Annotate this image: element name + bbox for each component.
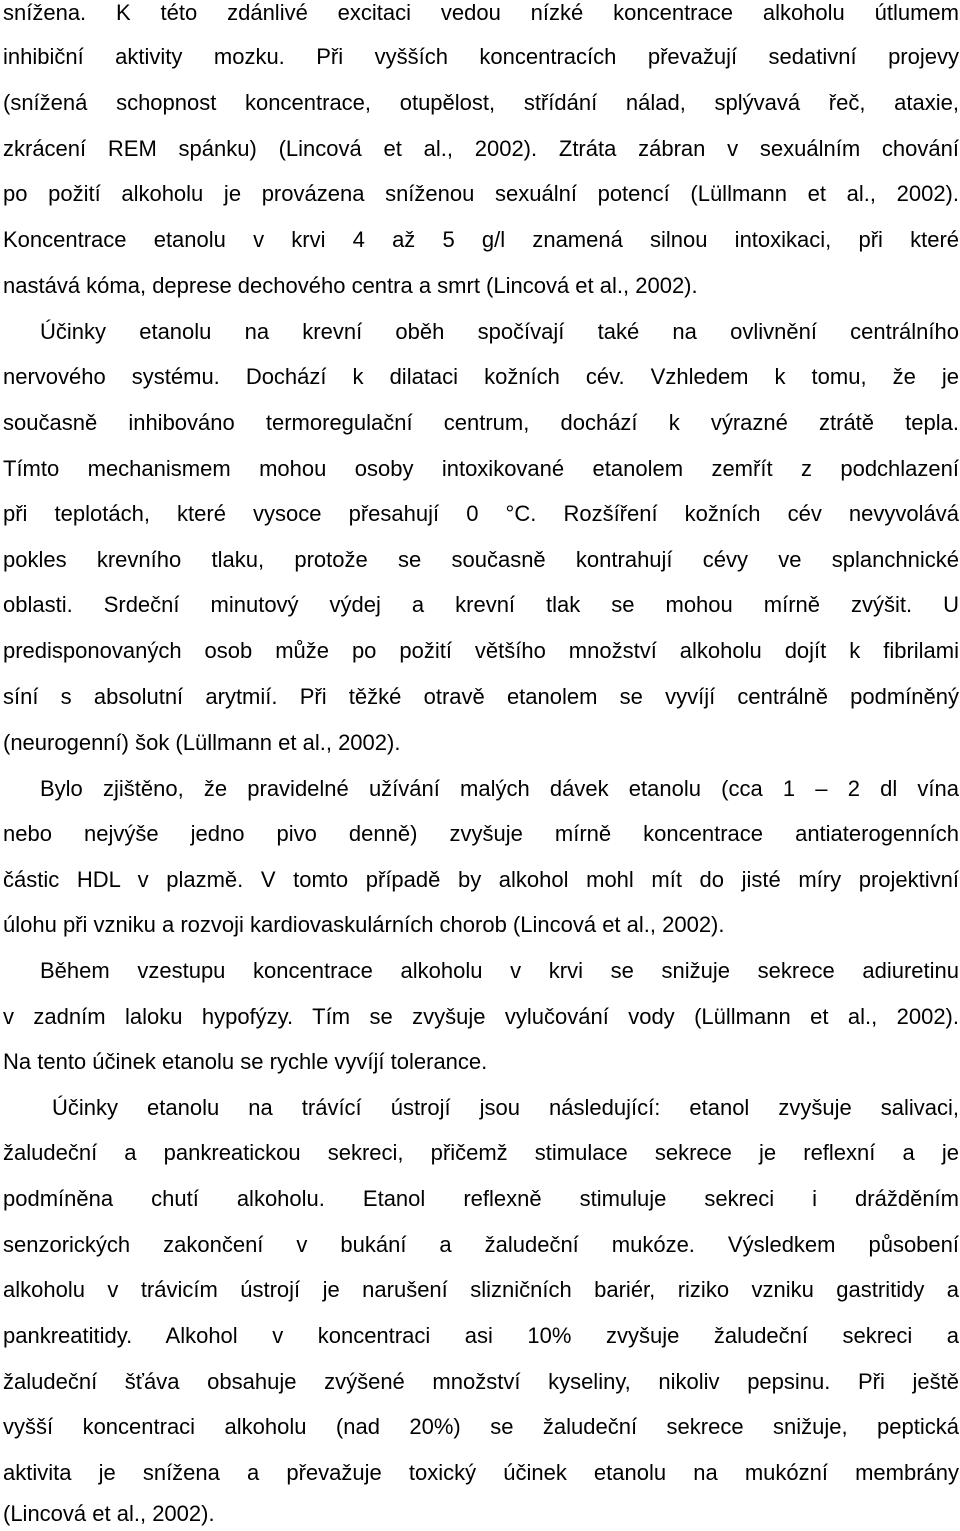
text-line: (neurogenní) šok (Lüllmann et al., 2002). (3, 730, 401, 755)
text-line: Bylo zjištěno, že pravidelné užívání malých dávek etanolu (cca 1 – 2 dl vína (40, 776, 959, 801)
text-line: nastává kóma, deprese dechového centra a smrt (Lincová et al., 2002). (3, 273, 698, 298)
text-line: Koncentrace etanolu v krvi 4 až 5 g/l znamená silnou intoxikaci, při které (3, 227, 959, 252)
text-line: podmíněna chutí alkoholu. Etanol reflexně stimuluje sekreci i drážděním (3, 1186, 959, 1211)
text-line: Účinky etanolu na krevní oběh spočívají také na ovlivnění centrálního (40, 319, 959, 344)
text-line: zkrácení REM spánku) (Lincová et al., 2002). Ztráta zábran v sexuálním chování (3, 136, 959, 161)
text-line: žaludeční šťáva obsahuje zvýšené množství kyseliny, nikoliv pepsinu. Při ještě (3, 1369, 959, 1394)
text-line: Během vzestupu koncentrace alkoholu v krvi se snižuje sekrece adiuretinu (40, 958, 959, 983)
text-line: Na tento účinek etanolu se rychle vyvíjí tolerance. (3, 1049, 488, 1074)
text-line: predisponovaných osob může po požití většího množství alkoholu dojít k fibrilami (3, 638, 959, 663)
text-line: nebo nejvýše jedno pivo denně) zvyšuje mírně koncentrace antiaterogenních (3, 821, 959, 846)
text-line: aktivita je snížena a převažuje toxický účinek etanolu na mukózní membrány (3, 1460, 959, 1485)
text-line: při teplotách, které vysoce přesahují 0 °C. Rozšíření kožních cév nevyvolává (3, 501, 959, 526)
text-line: současně inhibováno termoregulační centrum, dochází k výrazné ztrátě tepla. (3, 410, 959, 435)
text-line: nervového systému. Dochází k dilataci kožních cév. Vzhledem k tomu, že je (3, 364, 959, 389)
text-line: inhibiční aktivity mozku. Při vyšších koncentracích převažují sedativní projevy (3, 44, 959, 69)
text-line: pankreatitidy. Alkohol v koncentraci asi 10% zvyšuje žaludeční sekreci a (3, 1323, 959, 1348)
text-line: úlohu při vzniku a rozvoji kardiovaskulárních chorob (Lincová et al., 2002). (3, 912, 725, 937)
text-line: žaludeční a pankreatickou sekreci, přičemž stimulace sekrece je reflexní a je (3, 1140, 959, 1165)
text-line: Tímto mechanismem mohou osoby intoxikované etanolem zemřít z podchlazení (3, 456, 959, 481)
text-line: částic HDL v plazmě. V tomto případě by alkohol mohl mít do jisté míry projektivní (3, 867, 959, 892)
text-line: v zadním laloku hypofýzy. Tím se zvyšuje vylučování vody (Lüllmann et al., 2002). (3, 1004, 959, 1029)
text-line: senzorických zakončení v bukání a žaludeční mukóze. Výsledkem působení (3, 1232, 959, 1257)
text-line: Účinky etanolu na trávící ústrojí jsou následující: etanol zvyšuje salivaci, (52, 1095, 959, 1120)
text-line: snížena. K této zdánlivé excitaci vedou nízké koncentrace alkoholu útlumem (3, 0, 959, 25)
text-line: (Lincová et al., 2002). (3, 1501, 215, 1526)
text-line: pokles krevního tlaku, protože se současně kontrahují cévy ve splanchnické (3, 547, 959, 572)
text-line: vyšší koncentraci alkoholu (nad 20%) se žaludeční sekrece snižuje, peptická (3, 1414, 959, 1439)
text-line: po požití alkoholu je provázena sníženou sexuální potencí (Lüllmann et al., 2002). (3, 181, 959, 206)
text-line: oblasti. Srdeční minutový výdej a krevní tlak se mohou mírně zvýšit. U (3, 592, 959, 617)
text-line: alkoholu v trávicím ústrojí je narušení slizničních bariér, riziko vzniku gastritidy a (3, 1277, 959, 1302)
text-line: síní s absolutní arytmií. Při těžké otravě etanolem se vyvíjí centrálně podmíněný (3, 684, 959, 709)
text-line: (snížená schopnost koncentrace, otupělost, střídání nálad, splývavá řeč, ataxie, (3, 90, 959, 115)
